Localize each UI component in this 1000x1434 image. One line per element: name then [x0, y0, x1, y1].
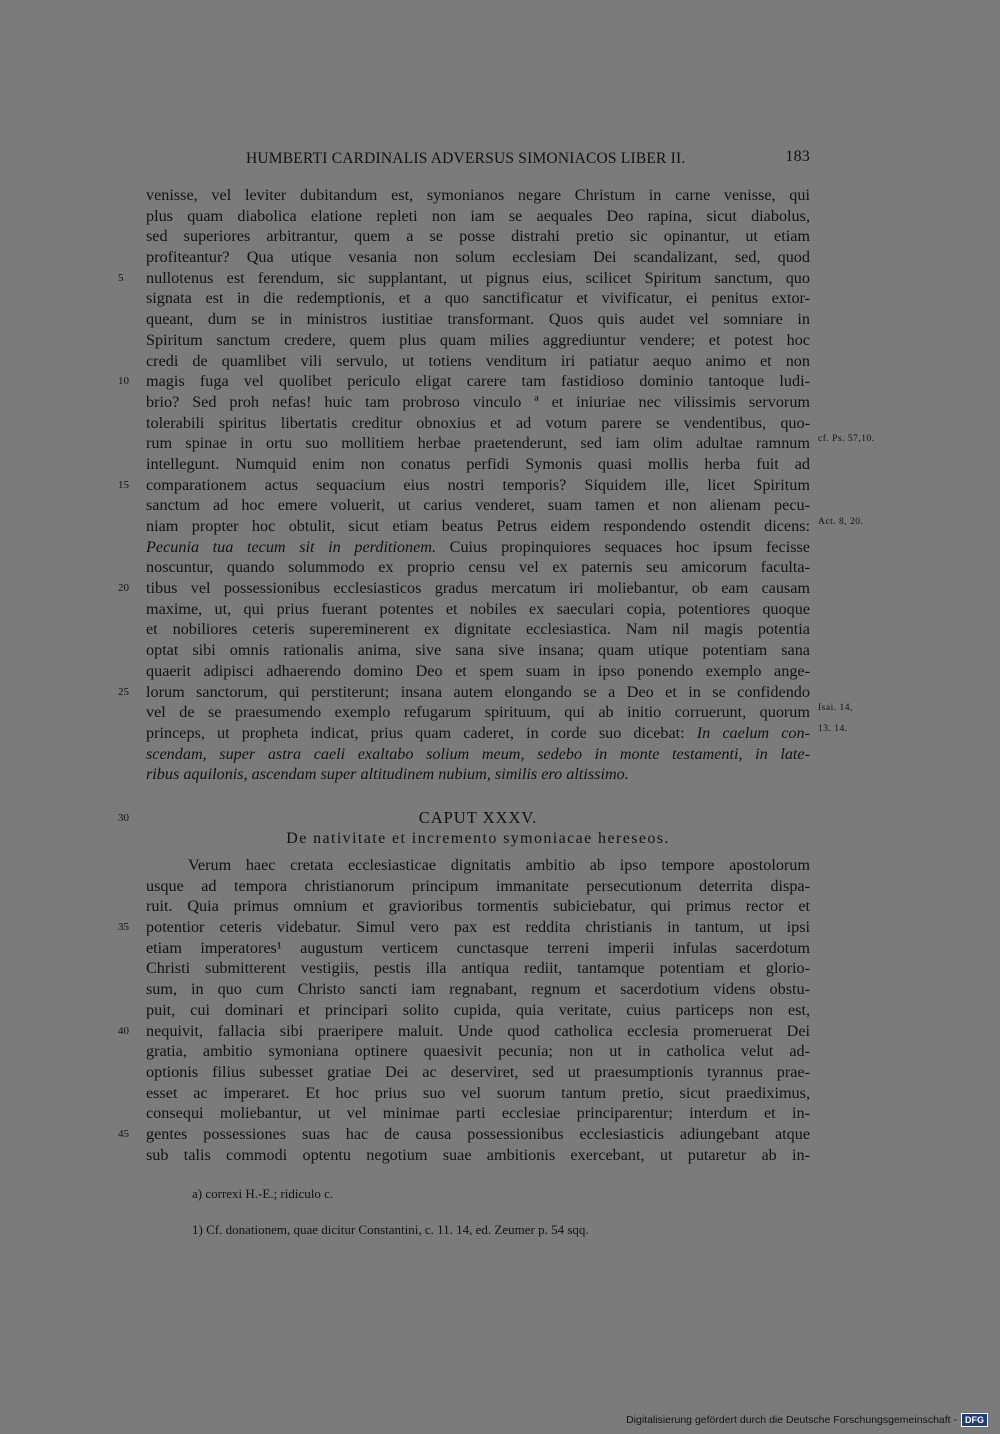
line-text: tibus vel possessionibus ecclesiasticos gradus mercatum iri moliebantur, ob eam causam: [146, 579, 810, 598]
text-line: [146, 516, 864, 537]
credit-text: Digitalisierung gefördert durch die Deutsche Forschungsgemeinschaft -: [626, 1414, 957, 1426]
text-line: [146, 855, 810, 876]
line-text: sum, in quo cum Christo sancti iam regnabant, regnum et sacerdotium videns obstu-: [146, 980, 810, 999]
line-text: vel de se praesumendo exemplo refugarum spirituum, qui ab initio corruerunt, quorum: [146, 703, 810, 722]
text-line: [146, 288, 810, 309]
text-line: [146, 433, 875, 454]
line-number: 45: [118, 1127, 129, 1140]
line-text: Spiritum sanctum credere, quem plus quam milies aggrediuntur vendere; et potest hoc: [146, 330, 810, 349]
line-text: princeps, ut propheta indicat, prius quam caderet, in corde suo dicebat:: [146, 723, 697, 742]
text-line: [146, 247, 810, 268]
line-text: Christi submitterent vestigiis, pestis illa antiqua rediit, tantamque potentiam et glorio-: [146, 959, 810, 978]
footnote-1: 1) Cf. donationem, quae dicitur Constantini, c. 11. 14, ed. Zeumer p. 54 sqq.: [192, 1222, 589, 1237]
text-line: [146, 723, 848, 744]
line-text: etiam imperatores¹ augustum verticem cunctasque terreni imperii infulas sacerdotum: [146, 938, 810, 957]
text-line: [146, 1062, 810, 1083]
line-text: venisse, vel leviter dubitandum est, symonianos negare Christum in carne venisse, qui: [146, 186, 810, 204]
line-text: intellegunt. Numquid enim non conatus perfidi Symonis quasi mollis herba fuit ad: [146, 454, 810, 473]
line-number: 15: [118, 478, 129, 491]
text-line: [146, 896, 810, 917]
line-text: credi de quamlibet vili servulo, ut totiens venditum iri patiatur aequo animo et non: [146, 351, 810, 370]
line-text: gratia, ambitio symoniana optinere quaesivit pecunia; non ut in catholica velut ad-: [146, 1042, 810, 1061]
line-text: optat sibi omnis rationalis anima, sive sana sive insana; quam utique potentiam sana: [146, 641, 810, 660]
line-number: 20: [118, 582, 129, 595]
line-text: gentes possessiones suas hac de causa possessionibus ecclesiasticis adiungebant atque: [146, 1124, 810, 1143]
text-line: [146, 309, 810, 330]
line-text: usque ad tempora christianorum principum immanitate persecutionum deterrita dispa-: [146, 876, 810, 895]
main-text-block: [118, 185, 875, 785]
line-text: sanctum ad hoc emere voluerit, ut carius venderet, suam tamen et non alienam pecu-: [146, 496, 810, 515]
text-line: [118, 1124, 810, 1145]
line-text: plus quam diabolica elatione repleti non iam se aequales Deo rapina, sicut diabolus,: [146, 206, 810, 225]
margin-reference: 13. 14.: [818, 723, 848, 734]
text-line: [146, 392, 810, 413]
line-text: nequivit, fallacia sibi praeripere maluit. Unde quod catholica ecclesia promeruerat Dei: [146, 1021, 810, 1040]
line-number: 35: [118, 921, 129, 934]
text-line: [146, 744, 810, 765]
line-text: rum spinae in ortu suo mollitiem herbae praetenderunt, sed iam olim adultae ramnum: [146, 434, 810, 453]
text-line: [118, 1021, 810, 1042]
line-text: sed superiores arbitrantur, quem a se posse distrahi pretio sic opinantur, ut etiam: [146, 227, 810, 246]
line-text: quaerit adipisci adhaerendo domino Deo et spem suam in ipso ponendo exemplo ange-: [146, 661, 810, 680]
running-head: [146, 148, 810, 172]
text-line: [146, 351, 810, 372]
line-text: puit, cui dominari et principari solito cupida, quia veritate, cuius particeps non est,: [146, 1000, 810, 1019]
text-line: [118, 917, 810, 938]
margin-reference: Isai. 14,: [818, 703, 853, 714]
running-head-title: HUMBERTI CARDINALIS ADVERSUS SIMONIACOS LIBER II.: [246, 150, 686, 167]
text-line: [118, 371, 810, 392]
text-line: [146, 1103, 810, 1124]
quotation-text: Pecunia tua tecum sit in perditionem.: [146, 537, 437, 556]
line-text: lorum sanctorum, qui perstiterunt; insana autem elongando se a Deo et in se confidendo: [146, 682, 810, 701]
line-text: signata est in die redemptionis, et a quo sanctificatur et vivificatur, ei penitus extor-: [146, 289, 810, 308]
line-text: consequi moliebantur, ut vel minimae parti ecclesiae principarentur; interdum et in-: [146, 1104, 810, 1123]
line-text: sub talis commodi optentu negotium suae ambitionis exercebant, ut putaretur ab in-: [146, 1145, 810, 1164]
footnote-a: a) correxi H.-E.; ridiculo c.: [192, 1186, 334, 1201]
text-line: [146, 958, 810, 979]
line-text: optionis filius subesset gratiae Dei ac deserviret, sed ut praesumptionis tyrannus prae-: [146, 1062, 810, 1081]
page-number: 183: [785, 148, 810, 165]
text-line: [146, 185, 810, 206]
text-line: [146, 454, 810, 475]
line-number: 25: [118, 685, 129, 698]
dfg-logo: DFG: [961, 1413, 988, 1427]
digitization-credit: [626, 1412, 988, 1428]
text-line: [118, 578, 810, 599]
line-text: ruit. Quia primus omnium et gravioribus tormentis subiciebatur, qui primus rector et: [146, 897, 810, 916]
text-line: [146, 979, 810, 1000]
text-line: [146, 599, 810, 620]
line-number: 30: [118, 812, 129, 824]
line-text: brio? Sed proh nefas! huic tam probroso vinculo ª et iniuriae nec vilissimis servorum: [146, 392, 810, 411]
text-line: [146, 1000, 810, 1021]
text-line: [146, 661, 810, 682]
line-text: nullotenus est ferendum, sic supplantant, ut pignus eius, scilicet Spiritum sanctum, quo: [146, 268, 810, 287]
text-line: [146, 226, 810, 247]
line-text: queant, dum se in ministros iustitiae transformant. Quos quis audet vel somniare in: [146, 310, 810, 329]
line-text: niam propter hoc obtulit, sicut etiam beatus Petrus eidem respondendo ostendit dicens:: [146, 517, 810, 535]
text-line: [118, 682, 810, 703]
line-text: Cuius propinquiores sequaces hoc ipsum fecisse: [436, 537, 810, 556]
line-text: potentior ceteris videbatur. Simul vero pax est reddita christianis in tantum, ut ipsi: [146, 918, 810, 937]
text-line: [146, 938, 810, 959]
text-line: [146, 1083, 810, 1104]
line-text: et nobiliores ceteris supereminerent ex dignitate ecclesiastica. Nam nil magis potentia: [146, 620, 810, 639]
line-text: noscuntur, quando solummodo ex proprio censu vel ex paternis seu amicorum faculta-: [146, 558, 810, 577]
text-line: [146, 206, 810, 227]
line-number: 40: [118, 1024, 129, 1037]
line-text: maxime, ut, qui prius fuerant potentes et nobiles ex saeculari copia, potentiores quoque: [146, 599, 810, 618]
text-line: [146, 1041, 810, 1062]
text-line: [146, 640, 810, 661]
text-line: [146, 1145, 810, 1166]
chapter-subtitle: De nativitate et incremento symoniacae hereseos.: [286, 830, 670, 847]
margin-reference: Act. 8, 20.: [818, 517, 864, 527]
text-line: [146, 495, 810, 516]
text-line: [146, 619, 810, 640]
line-text: profiteantur? Qua utique vesania non solum ecclesiam Dei scandalizant, sed, quod: [146, 248, 810, 267]
quotation-text: ribus aquilonis, ascendam super altitudinem nubium, similis ero altissimo.: [146, 765, 629, 784]
text-line: [146, 413, 810, 434]
text-line: [118, 475, 810, 496]
chapter-text-block: [118, 855, 810, 1165]
line-text: comparationem actus sequacium eius nostri temporis? Siquidem ille, licet Spiritum: [146, 475, 810, 494]
line-number: 10: [118, 375, 129, 388]
text-line: [118, 268, 810, 289]
text-line: [146, 876, 810, 897]
text-line: [146, 557, 810, 578]
chapter-title: CAPUT XXXV.: [418, 808, 538, 827]
text-line: [146, 537, 810, 558]
margin-reference: cf. Ps. 57,10.: [818, 434, 875, 445]
text-line: [146, 764, 810, 785]
line-text: magis fuga vel quolibet periculo eligat carere tam fastidioso dominio tantoque ludi-: [146, 372, 810, 391]
line-number: 5: [118, 271, 124, 284]
quotation-text: scendam, super astra caeli exaltabo solium meum, sedebo in monte testamenti, in late-: [146, 744, 810, 763]
line-text: tolerabili spiritus libertatis creditur obnoxius et ad votum parere se vendentibus, quo-: [146, 413, 810, 432]
text-line: [146, 330, 810, 351]
text-line: [146, 702, 853, 723]
quotation-text: In caelum con-: [696, 723, 810, 742]
line-text: esset ac imperaret. Et hoc prius suo vel suorum tantum pretio, sicut praediximus,: [146, 1083, 810, 1102]
line-text: Verum haec cretata ecclesiasticae dignitatis ambitio ab ipso tempore apostolorum: [188, 856, 810, 874]
